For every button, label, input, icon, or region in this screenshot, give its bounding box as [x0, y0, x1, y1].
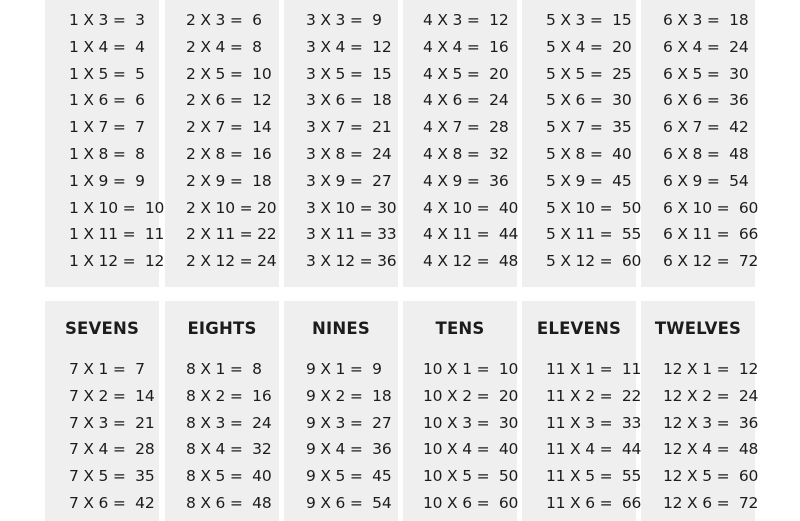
times-table-card: [45, 301, 159, 521]
equation-line: 12 X 1 = 12: [663, 360, 759, 378]
equation-line: 12 X 6 = 72: [663, 493, 759, 512]
equation-line: 1 X 3 = 3: [69, 11, 145, 29]
equation-line: 11 X 5 = 55: [546, 467, 642, 486]
equation-line: 4 X 4 = 16: [423, 37, 509, 56]
equation-line: 5 X 12 = 60: [546, 252, 642, 271]
bottom-tables-row: [0, 301, 800, 521]
equation-line: 11 X 6 = 66: [546, 493, 642, 512]
equation-line: 5 X 9 = 45: [546, 171, 632, 190]
card-title: EIGHTS: [187, 319, 257, 338]
equation-line: 9 X 4 = 36: [306, 440, 392, 459]
equation-line: 8 X 4 = 32: [186, 440, 272, 459]
times-table-card: [403, 301, 517, 521]
equation-list: [45, 7, 165, 275]
equation-line: 1 X 4 = 4: [69, 37, 145, 56]
equation-line: 1 X 11 = 11: [69, 225, 165, 244]
equation-line: 8 X 6 = 48: [186, 493, 272, 512]
times-table-card: [165, 301, 279, 521]
equation-line: 11 X 4 = 44: [546, 440, 642, 459]
equation-line: 6 X 12 = 72: [663, 252, 759, 271]
equation-line: 5 X 8 = 40: [546, 144, 632, 163]
equation-line: 2 X 3 = 6: [186, 11, 262, 29]
equation-line: 6 X 9 = 54: [663, 171, 749, 190]
equation-line: 5 X 4 = 20: [546, 37, 632, 56]
card-title: TWELVES: [654, 319, 742, 338]
equation-line: 5 X 5 = 25: [546, 64, 632, 83]
equation-line: 10 X 3 = 30: [423, 413, 519, 432]
times-table-card: [522, 0, 642, 287]
equation-line: 4 X 8 = 32: [423, 144, 509, 163]
equation-line: 9 X 6 = 54: [306, 493, 392, 512]
equation-line: 8 X 2 = 16: [186, 386, 272, 405]
equation-list: [522, 356, 642, 517]
equation-line: 3 X 4 = 12: [306, 37, 392, 56]
equation-line: 7 X 6 = 42: [69, 493, 155, 512]
equation-line: 4 X 6 = 24: [423, 91, 509, 110]
equation-line: 8 X 1 = 8: [186, 360, 262, 378]
equation-list: [641, 7, 759, 275]
equation-line: 2 X 12 = 24: [186, 252, 277, 271]
equation-line: 3 X 9 = 27: [306, 171, 392, 190]
equation-line: 11 X 1 = 11: [546, 360, 642, 378]
equation-line: 2 X 10 = 20: [186, 198, 277, 217]
equation-line: 5 X 10 = 50: [546, 198, 642, 217]
equation-line: 7 X 2 = 14: [69, 386, 155, 405]
equation-line: 3 X 8 = 24: [306, 144, 392, 163]
equation-line: 3 X 12 = 36: [306, 252, 397, 271]
times-table-card: [45, 0, 165, 287]
equation-line: 2 X 6 = 12: [186, 91, 272, 110]
equation-line: 1 X 5 = 5: [69, 64, 145, 83]
equation-line: 4 X 11 = 44: [423, 225, 519, 244]
equation-list: [45, 356, 159, 517]
equation-list: [165, 356, 279, 517]
equation-line: 2 X 8 = 16: [186, 144, 272, 163]
equation-line: 7 X 5 = 35: [69, 467, 155, 486]
equation-line: 9 X 2 = 18: [306, 386, 392, 405]
equation-line: 1 X 10 = 10: [69, 198, 165, 217]
equation-line: 1 X 7 = 7: [69, 118, 145, 137]
equation-line: 12 X 4 = 48: [663, 440, 759, 459]
equation-line: 3 X 5 = 15: [306, 64, 392, 83]
equation-line: 4 X 9 = 36: [423, 171, 509, 190]
equation-line: 6 X 11 = 66: [663, 225, 759, 244]
card-title: SEVENS: [64, 319, 140, 338]
equation-line: 10 X 1 = 10: [423, 360, 519, 378]
equation-line: 6 X 5 = 30: [663, 64, 749, 83]
equation-line: 11 X 2 = 22: [546, 386, 642, 405]
card-title: ELEVENS: [536, 319, 622, 338]
equation-line: 3 X 6 = 18: [306, 91, 392, 110]
equation-line: 6 X 7 = 42: [663, 118, 749, 137]
equation-line: 2 X 9 = 18: [186, 171, 272, 190]
equation-line: 2 X 4 = 8: [186, 37, 262, 56]
equation-line: 2 X 5 = 10: [186, 64, 272, 83]
equation-line: 4 X 12 = 48: [423, 252, 519, 271]
equation-list: [641, 356, 759, 517]
equation-line: 7 X 1 = 7: [69, 360, 145, 378]
equation-line: 6 X 4 = 24: [663, 37, 749, 56]
equation-line: 8 X 5 = 40: [186, 467, 272, 486]
equation-line: 4 X 10 = 40: [423, 198, 519, 217]
equation-line: 3 X 7 = 21: [306, 118, 392, 137]
equation-line: 3 X 10 = 30: [306, 198, 397, 217]
equation-line: 5 X 7 = 35: [546, 118, 632, 137]
equation-line: 2 X 11 = 22: [186, 225, 277, 244]
times-table-card: [284, 301, 398, 521]
card-title: NINES: [312, 319, 370, 338]
equation-line: 1 X 12 = 12: [69, 252, 165, 271]
equation-line: 7 X 4 = 28: [69, 440, 155, 459]
equation-list: [403, 356, 517, 517]
equation-line: 9 X 3 = 27: [306, 413, 392, 432]
equation-line: 4 X 7 = 28: [423, 118, 509, 137]
equation-list: [284, 356, 398, 517]
equation-line: 6 X 10 = 60: [663, 198, 759, 217]
times-table-card: [165, 0, 279, 287]
equation-line: 5 X 3 = 15: [546, 11, 632, 29]
equation-line: 1 X 8 = 8: [69, 144, 145, 163]
equation-list: [403, 7, 517, 275]
equation-line: 10 X 4 = 40: [423, 440, 519, 459]
times-table-card: [284, 0, 398, 287]
card-title: TENS: [435, 319, 485, 338]
equation-line: 9 X 1 = 9: [306, 360, 382, 378]
equation-line: 6 X 6 = 36: [663, 91, 749, 110]
times-table-card: [641, 0, 759, 287]
equation-line: 5 X 11 = 55: [546, 225, 642, 244]
equation-line: 2 X 7 = 14: [186, 118, 272, 137]
equation-line: 12 X 5 = 60: [663, 467, 759, 486]
times-table-card: [522, 301, 642, 521]
equation-line: 8 X 3 = 24: [186, 413, 272, 432]
equation-list: [165, 7, 279, 275]
equation-line: 10 X 5 = 50: [423, 467, 519, 486]
equation-line: 5 X 6 = 30: [546, 91, 632, 110]
equation-list: [284, 7, 398, 275]
equation-line: 10 X 6 = 60: [423, 493, 519, 512]
equation-line: 10 X 2 = 20: [423, 386, 519, 405]
equation-line: 3 X 3 = 9: [306, 11, 382, 29]
equation-line: 1 X 6 = 6: [69, 91, 145, 110]
equation-line: 11 X 3 = 33: [546, 413, 642, 432]
equation-line: 4 X 5 = 20: [423, 64, 509, 83]
equation-line: 6 X 8 = 48: [663, 144, 749, 163]
equation-line: 3 X 11 = 33: [306, 225, 397, 244]
equation-list: [522, 7, 642, 275]
equation-line: 1 X 9 = 9: [69, 171, 145, 190]
equation-line: 12 X 3 = 36: [663, 413, 759, 432]
times-table-card: [641, 301, 759, 521]
equation-line: 7 X 3 = 21: [69, 413, 155, 432]
equation-line: 9 X 5 = 45: [306, 467, 392, 486]
equation-line: 4 X 3 = 12: [423, 11, 509, 29]
equation-line: 6 X 3 = 18: [663, 11, 749, 29]
equation-line: 12 X 2 = 24: [663, 386, 759, 405]
times-table-card: [403, 0, 517, 287]
